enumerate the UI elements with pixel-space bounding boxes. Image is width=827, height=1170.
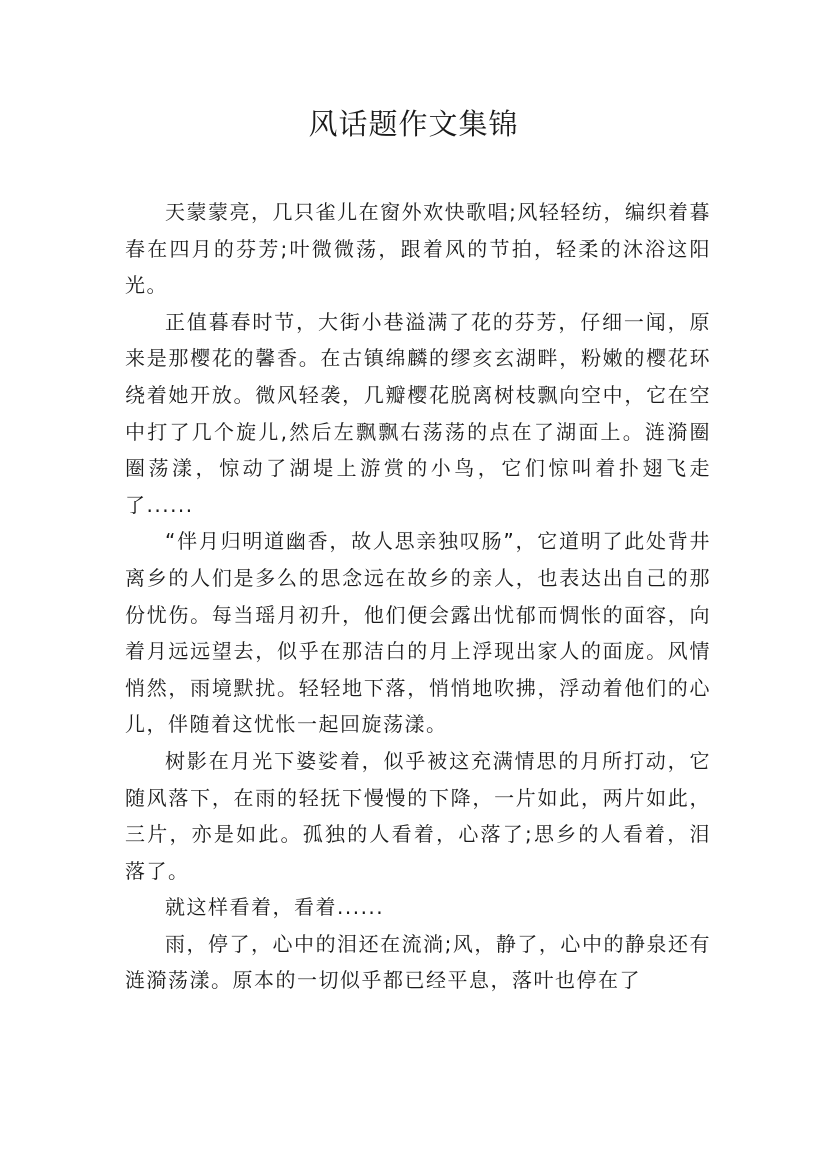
paragraph-1: 天蒙蒙亮，几只雀儿在窗外欢快歌唱;风轻轻纺，编织着暮春在四月的芬芳;叶微微荡，跟着风的节拍，轻柔的沐浴这阳光。 <box>125 200 711 298</box>
paragraph-2: 正值暮春时节，大街小巷溢满了花的芬芳，仔细一闻，原来是那樱花的馨香。在古镇绵麟的缪亥玄湖畔，粉嫩的樱花环绕着她开放。微风轻袭，几瓣樱花脱离树枝飘向空中，它在空中打了几个旋儿,然后左飘飘右荡荡的点在了湖面上。涟漪圈圈荡漾，惊动了湖堤上游赏的小鸟，它们惊叫着扑翅飞走了...... <box>125 309 711 517</box>
article-body <box>125 194 711 999</box>
paragraph-6: 雨，停了，心中的泪还在流淌;风，静了，心中的静泉还有涟漪荡漾。原本的一切似乎都已经平息，落叶也停在了 <box>125 931 711 993</box>
page-title: 风话题作文集锦 <box>308 107 519 141</box>
paragraph-3: “伴月归明道幽香，故人思亲独叹肠”，它道明了此处背井离乡的人们是多么的思念远在故乡的亲人，也表达出自己的那份忧伤。每当瑶月初升，他们便会露出忧郁而惆怅的面容，向着月远远望去，似乎在那洁白的月上浮现出家人的面庞。风情悄然，雨境默扰。轻轻地下落，悄悄地吹拂，浮动着他们的心儿，伴随着这忧怅一起回旋荡漾。 <box>125 529 711 737</box>
paragraph-5: 就这样看着，看着...... <box>165 895 385 920</box>
paragraph-4: 树影在月光下婆娑着，似乎被这充满情思的月所打动，它随风落下，在雨的轻抚下慢慢的下降，一片如此，两片如此，三片，亦是如此。孤独的人看着，心落了;思乡的人看着，泪落了。 <box>125 748 711 883</box>
